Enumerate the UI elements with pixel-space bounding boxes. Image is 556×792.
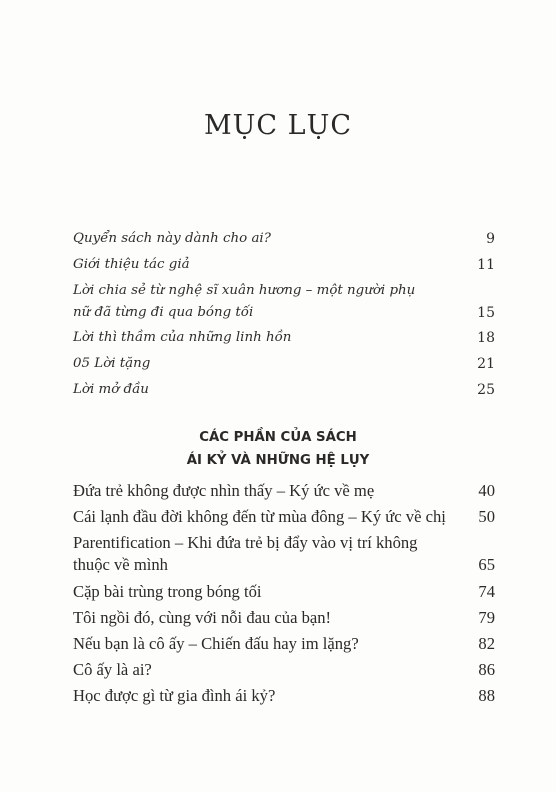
toc-entry-page: 50 — [478, 507, 495, 527]
toc-entry-label: 05 Lời tặng — [73, 356, 151, 371]
toc-entry — [73, 353, 495, 375]
toc-entry — [73, 659, 495, 681]
toc-entry-page: 82 — [478, 633, 495, 653]
toc-entry-label: Quyển sách này dành cho ai? — [73, 231, 271, 246]
toc-entry — [73, 228, 495, 250]
toc-entry-label: Học được gì từ gia đình ái kỷ? — [73, 686, 276, 706]
toc-entry-page: 18 — [477, 330, 495, 346]
toc-entry-label: Tôi ngồi đó, cùng với nỗi đau của bạn! — [73, 607, 332, 627]
page-title: MỤC LỤC — [204, 110, 352, 141]
toc-entry-label: Đứa trẻ không được nhìn thấy – Ký ức về mẹ — [73, 481, 375, 500]
toc-entry-label: Lời chia sẻ từ nghệ sĩ xuân hương – một người phụ nữ đã từng đi qua bóng tối — [73, 283, 416, 320]
toc-entry — [73, 607, 495, 629]
toc-entry-label: Giới thiệu tác giả — [73, 257, 190, 272]
toc-entry-page: 9 — [486, 231, 495, 247]
section-heading: CÁC PHẦN CỦA SÁCH — [199, 430, 357, 445]
front-matter-list — [73, 228, 495, 405]
toc-entry-label: Cô ấy là ai? — [73, 660, 152, 680]
toc-entry — [73, 254, 495, 276]
toc-entry — [73, 280, 495, 324]
toc-entry — [73, 685, 495, 707]
toc-entry-label: Nếu bạn là cô ấy – Chiến đấu hay im lặng? — [73, 633, 359, 653]
toc-entry — [73, 379, 495, 401]
toc-entry-label: Lời mở đầu — [73, 382, 149, 397]
toc-entry — [73, 633, 495, 655]
toc-entry-page: 25 — [477, 382, 495, 398]
toc-entry-page: 11 — [477, 257, 495, 273]
toc-entry-page: 21 — [477, 356, 495, 372]
toc-entry-page: 65 — [478, 555, 495, 575]
toc-entry-page: 79 — [478, 607, 495, 627]
toc-entry-label: Parentification – Khi đứa trẻ bị đẩy vào vị trí không thuộc về mình — [73, 533, 418, 575]
toc-entry — [73, 480, 495, 502]
toc-entry-page: 86 — [478, 660, 495, 680]
chapter-list — [73, 480, 495, 712]
toc-entry — [73, 532, 495, 576]
toc-entry-label: Lời thì thầm của những linh hồn — [73, 330, 292, 345]
section-subheading: ÁI KỶ VÀ NHỮNG HỆ LỤY — [186, 453, 370, 468]
toc-entry-page: 88 — [478, 686, 495, 706]
toc-entry-page: 40 — [478, 481, 495, 500]
toc-entry — [73, 506, 495, 528]
toc-entry-label: Cái lạnh đầu đời không đến từ mùa đông – Ký ức về chị — [73, 507, 446, 527]
toc-entry-page: 15 — [477, 305, 495, 321]
toc-entry — [73, 327, 495, 349]
toc-entry-page: 74 — [478, 581, 495, 601]
toc-entry — [73, 581, 495, 603]
toc-entry-label: Cặp bài trùng trong bóng tối — [73, 581, 262, 601]
